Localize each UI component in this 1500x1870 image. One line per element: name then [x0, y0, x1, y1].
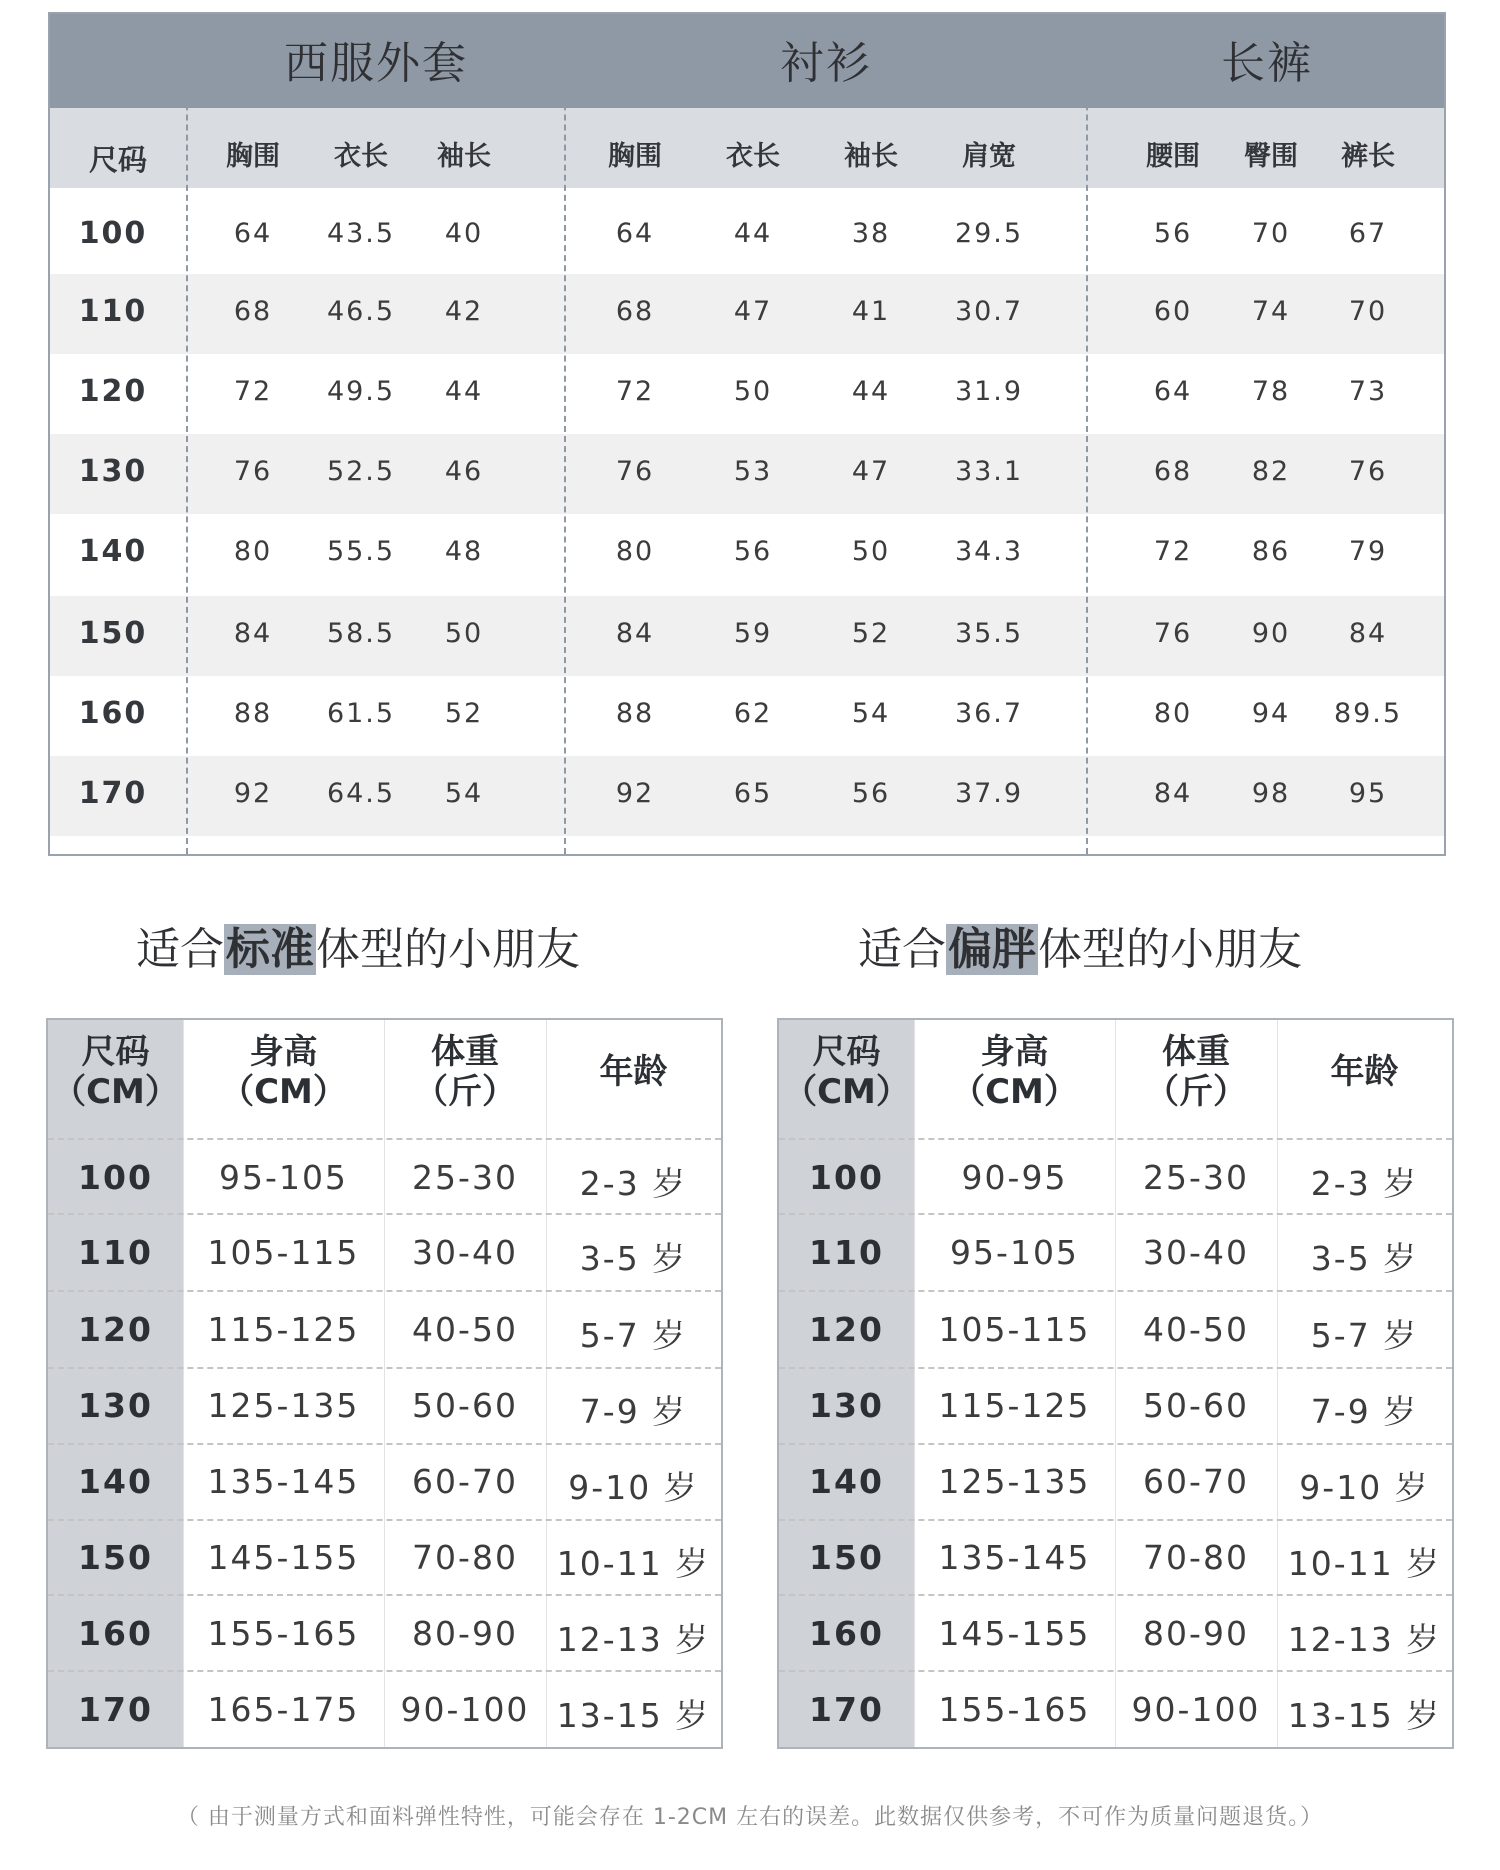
table-cell: 135-145: [938, 1538, 1091, 1577]
divider: [48, 1367, 721, 1369]
table-cell: 13-15 岁: [1287, 1696, 1442, 1735]
size-cell: 150: [78, 1538, 153, 1577]
divider: [48, 1213, 721, 1215]
column-header: [779, 1032, 914, 1112]
size-cell: 150: [809, 1538, 884, 1577]
measurement-cell: 48: [444, 536, 484, 567]
table-cell: 90-95: [961, 1158, 1068, 1197]
table-cell: 5-7 岁: [1310, 1316, 1419, 1355]
size-cell: 170: [809, 1690, 884, 1729]
table-cell: 145-155: [938, 1614, 1091, 1653]
table-cell: 25-30: [1143, 1158, 1249, 1197]
divider: [564, 14, 566, 854]
size-cell: 170: [78, 776, 148, 811]
divider: [48, 1443, 721, 1445]
column-header: 胸围: [226, 141, 280, 172]
measurement-cell: 38: [851, 218, 891, 249]
divider: [779, 1594, 1452, 1596]
measurement-cell: 84: [233, 618, 273, 649]
measurement-cell: 84: [1153, 778, 1193, 809]
header-unit: （斤）: [1145, 1072, 1247, 1112]
size-cell: 100: [78, 1158, 153, 1197]
measurement-cell: 41: [851, 296, 891, 327]
table-cell: 40-50: [412, 1310, 518, 1349]
size-cell: 120: [78, 374, 148, 409]
measurement-cell: 88: [615, 698, 655, 729]
measurement-cell: 89.5: [1333, 698, 1403, 729]
table-cell: 25-30: [412, 1158, 518, 1197]
header-line: 年龄: [1330, 1052, 1399, 1092]
column-header: 腰围: [1146, 141, 1200, 172]
measurement-cell: 60: [1153, 296, 1193, 327]
measurement-cell: 59: [733, 618, 773, 649]
header-line: 身高: [980, 1032, 1049, 1072]
divider: [779, 1138, 1452, 1140]
measurement-cell: 40: [444, 218, 484, 249]
measurement-cell: 68: [615, 296, 655, 327]
size-cell: 140: [809, 1462, 884, 1501]
header-line: 尺码: [812, 1032, 881, 1072]
heavy-body-title: [858, 922, 1302, 978]
standard-body-title: [136, 922, 580, 978]
size-cell: 160: [78, 696, 148, 731]
divider: [48, 1519, 721, 1521]
group-title-trousers: 长裤: [1221, 38, 1313, 89]
table-cell: 12-13 岁: [1287, 1620, 1442, 1659]
table-cell: 3-5 岁: [1310, 1239, 1419, 1278]
table-cell: 80-90: [1143, 1614, 1249, 1653]
measurement-cell: 67: [1348, 218, 1388, 249]
table-cell: 60-70: [1143, 1462, 1249, 1501]
divider: [779, 1367, 1452, 1369]
measurement-cell: 70: [1251, 218, 1291, 249]
size-cell: 110: [809, 1233, 884, 1272]
size-cell: 170: [78, 1690, 153, 1729]
measurement-cell: 84: [615, 618, 655, 649]
column-header: [1115, 1032, 1277, 1112]
table-cell: 125-135: [938, 1462, 1091, 1501]
divider: [48, 1138, 721, 1140]
measurement-cell: 29.5: [954, 218, 1024, 249]
size-cell: 160: [809, 1614, 884, 1653]
size-chart-table: [48, 12, 1446, 856]
table-cell: 125-135: [207, 1386, 360, 1425]
size-cell: 160: [78, 1614, 153, 1653]
header-unit: （CM）: [220, 1072, 347, 1112]
measurement-cell: 52: [444, 698, 484, 729]
table-cell: 50-60: [412, 1386, 518, 1425]
measurement-cell: 37.9: [954, 778, 1024, 809]
header-unit: （CM）: [52, 1072, 179, 1112]
column-header: 衣长: [334, 141, 388, 172]
table-cell: 10-11 岁: [1287, 1544, 1442, 1583]
divider: [779, 1290, 1452, 1292]
size-cell: 130: [78, 1386, 153, 1425]
column-header: [1277, 1052, 1452, 1092]
title-highlight: 偏胖: [948, 924, 1036, 975]
column-header: 肩宽: [962, 141, 1016, 172]
size-cell: 120: [809, 1310, 884, 1349]
measurement-cell: 64: [615, 218, 655, 249]
measurement-cell: 65: [733, 778, 773, 809]
group-title-suit-jacket: 西服外套: [284, 38, 468, 89]
table-cell: 115-125: [938, 1386, 1091, 1425]
size-cell: 100: [78, 216, 148, 251]
measurement-cell: 64: [1153, 376, 1193, 407]
footnote: （ 由于测量方式和面料弹性特性，可能会存在 1-2CM 左右的误差。此数据仅供参考，不可作为质量问题退货。）: [176, 1805, 1324, 1830]
measurement-cell: 90: [1251, 618, 1291, 649]
header-unit: （CM）: [951, 1072, 1078, 1112]
measurement-cell: 78: [1251, 376, 1291, 407]
measurement-cell: 44: [733, 218, 773, 249]
measurement-cell: 72: [615, 376, 655, 407]
column-header: 臀围: [1244, 141, 1298, 172]
measurement-cell: 56: [733, 536, 773, 567]
size-column-header: 尺码: [88, 143, 147, 177]
measurement-cell: 95: [1348, 778, 1388, 809]
table-cell: 5-7 岁: [579, 1316, 688, 1355]
divider: [1086, 14, 1088, 854]
measurement-cell: 42: [444, 296, 484, 327]
table-cell: 90-100: [1131, 1690, 1261, 1729]
table-cell: 3-5 岁: [579, 1239, 688, 1278]
header-line: 年龄: [599, 1052, 668, 1092]
measurement-cell: 58.5: [326, 618, 396, 649]
size-cell: 130: [809, 1386, 884, 1425]
measurement-cell: 92: [615, 778, 655, 809]
divider: [186, 14, 188, 854]
size-cell: 140: [78, 1462, 153, 1501]
table-cell: 95-105: [950, 1233, 1079, 1272]
divider: [779, 1213, 1452, 1215]
table-cell: 30-40: [1143, 1233, 1249, 1272]
table-cell: 155-165: [938, 1690, 1091, 1729]
measurement-cell: 76: [1153, 618, 1193, 649]
table-cell: 90-100: [400, 1690, 530, 1729]
measurement-cell: 98: [1251, 778, 1291, 809]
measurement-cell: 53: [733, 456, 773, 487]
size-cell: 110: [78, 294, 148, 329]
measurement-cell: 47: [851, 456, 891, 487]
divider: [48, 1290, 721, 1292]
table-cell: 155-165: [207, 1614, 360, 1653]
table-cell: 80-90: [412, 1614, 518, 1653]
measurement-cell: 50: [851, 536, 891, 567]
table-cell: 10-11 岁: [556, 1544, 711, 1583]
table-cell: 9-10 岁: [1299, 1468, 1430, 1507]
measurement-cell: 62: [733, 698, 773, 729]
measurement-cell: 70: [1348, 296, 1388, 327]
measurement-cell: 30.7: [954, 296, 1024, 327]
measurement-cell: 46: [444, 456, 484, 487]
table-cell: 165-175: [207, 1690, 360, 1729]
table-cell: 12-13 岁: [556, 1620, 711, 1659]
measurement-cell: 68: [1153, 456, 1193, 487]
measurement-cell: 73: [1348, 376, 1388, 407]
measurement-cell: 55.5: [326, 536, 396, 567]
size-cell: 130: [78, 454, 148, 489]
measurement-cell: 92: [233, 778, 273, 809]
divider: [48, 1594, 721, 1596]
table-cell: 70-80: [1143, 1538, 1249, 1577]
column-header: 胸围: [608, 141, 662, 172]
measurement-cell: 52: [851, 618, 891, 649]
column-header: 裤长: [1341, 141, 1395, 172]
header-line: 身高: [249, 1032, 318, 1072]
measurement-cell: 82: [1251, 456, 1291, 487]
table-cell: 9-10 岁: [568, 1468, 699, 1507]
measurement-cell: 72: [1153, 536, 1193, 567]
measurement-cell: 47: [733, 296, 773, 327]
table-cell: 7-9 岁: [1310, 1392, 1419, 1431]
table-cell: 40-50: [1143, 1310, 1249, 1349]
measurement-cell: 64: [233, 218, 273, 249]
measurement-cell: 76: [1348, 456, 1388, 487]
measurement-cell: 36.7: [954, 698, 1024, 729]
measurement-cell: 68: [233, 296, 273, 327]
measurement-cell: 49.5: [326, 376, 396, 407]
measurement-cell: 44: [444, 376, 484, 407]
measurement-cell: 88: [233, 698, 273, 729]
size-cell: 120: [78, 1310, 153, 1349]
measurement-cell: 76: [615, 456, 655, 487]
title-text: 体型的小朋友: [1038, 924, 1302, 975]
divider: [779, 1519, 1452, 1521]
size-cell: 150: [78, 616, 148, 651]
table-cell: 2-3 岁: [579, 1164, 688, 1203]
divider: [48, 1670, 721, 1672]
table-cell: 105-115: [938, 1310, 1091, 1349]
table-cell: 2-3 岁: [1310, 1164, 1419, 1203]
heavy-body-table: [777, 1018, 1454, 1749]
measurement-cell: 76: [233, 456, 273, 487]
title-text: 适合: [136, 924, 224, 975]
column-header: 袖长: [844, 141, 898, 172]
table-cell: 70-80: [412, 1538, 518, 1577]
title-text: 适合: [858, 924, 946, 975]
measurement-cell: 50: [733, 376, 773, 407]
table-cell: 50-60: [1143, 1386, 1249, 1425]
measurement-cell: 52.5: [326, 456, 396, 487]
measurement-cell: 56: [1153, 218, 1193, 249]
measurement-cell: 35.5: [954, 618, 1024, 649]
column-header: [48, 1032, 183, 1112]
column-header: [384, 1032, 546, 1112]
measurement-cell: 46.5: [326, 296, 396, 327]
table-cell: 115-125: [207, 1310, 360, 1349]
table-cell: 30-40: [412, 1233, 518, 1272]
header-line: 尺码: [81, 1032, 150, 1072]
column-header: [914, 1032, 1115, 1112]
table-cell: 7-9 岁: [579, 1392, 688, 1431]
measurement-cell: 50: [444, 618, 484, 649]
measurement-cell: 43.5: [326, 218, 396, 249]
measurement-cell: 54: [851, 698, 891, 729]
measurement-cell: 86: [1251, 536, 1291, 567]
measurement-cell: 84: [1348, 618, 1388, 649]
measurement-cell: 80: [233, 536, 273, 567]
column-header: [183, 1032, 384, 1112]
column-header: [546, 1052, 721, 1092]
table-cell: 95-105: [219, 1158, 348, 1197]
measurement-cell: 56: [851, 778, 891, 809]
size-cell: 110: [78, 1233, 153, 1272]
size-cell: 100: [809, 1158, 884, 1197]
measurement-cell: 34.3: [954, 536, 1024, 567]
header-line: 体重: [431, 1032, 499, 1072]
table-cell: 145-155: [207, 1538, 360, 1577]
table-cell: 135-145: [207, 1462, 360, 1501]
divider: [779, 1443, 1452, 1445]
measurement-cell: 80: [615, 536, 655, 567]
measurement-cell: 74: [1251, 296, 1291, 327]
title-highlight: 标准: [226, 924, 314, 975]
group-title-shirt: 衬衫: [780, 38, 872, 89]
size-cell: 140: [78, 534, 148, 569]
column-header: 衣长: [726, 141, 780, 172]
table-cell: 105-115: [207, 1233, 360, 1272]
table-cell: 60-70: [412, 1462, 518, 1501]
divider: [779, 1670, 1452, 1672]
measurement-cell: 61.5: [326, 698, 396, 729]
column-header: 袖长: [437, 141, 491, 172]
measurement-cell: 33.1: [954, 456, 1024, 487]
title-text: 体型的小朋友: [316, 924, 580, 975]
standard-body-table: [46, 1018, 723, 1749]
measurement-cell: 80: [1153, 698, 1193, 729]
measurement-cell: 54: [444, 778, 484, 809]
header-line: 体重: [1162, 1032, 1230, 1072]
header-unit: （CM）: [783, 1072, 910, 1112]
measurement-cell: 44: [851, 376, 891, 407]
measurement-cell: 31.9: [954, 376, 1024, 407]
measurement-cell: 79: [1348, 536, 1388, 567]
measurement-cell: 64.5: [326, 778, 396, 809]
measurement-cell: 72: [233, 376, 273, 407]
measurement-cell: 94: [1251, 698, 1291, 729]
header-unit: （斤）: [414, 1072, 516, 1112]
table-cell: 13-15 岁: [556, 1696, 711, 1735]
